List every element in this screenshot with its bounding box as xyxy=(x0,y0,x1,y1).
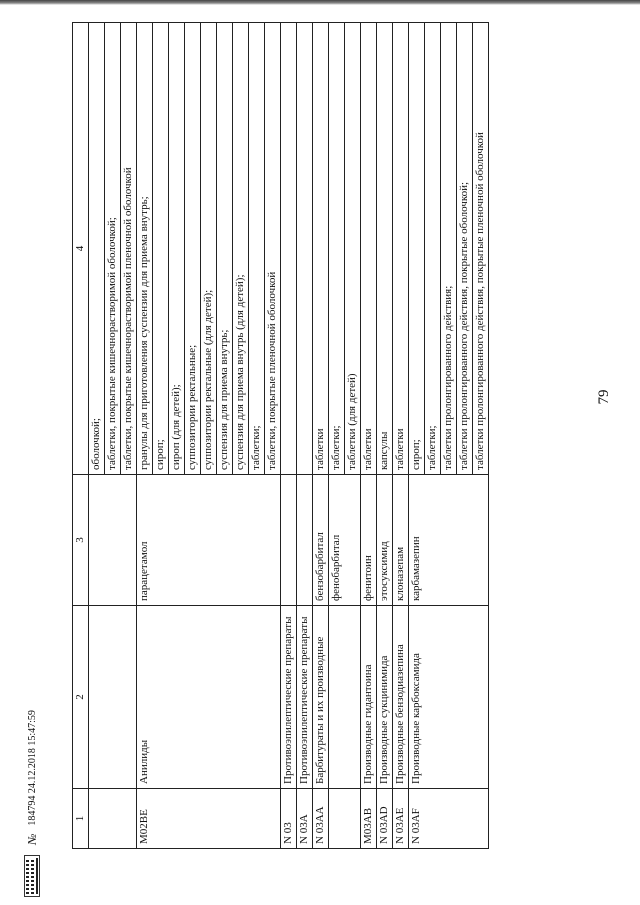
table-row xyxy=(361,23,377,849)
atc-code-cell: N 03AA xyxy=(313,789,329,849)
dosage-form-cell: оболочкой; xyxy=(89,23,105,475)
substance-cell: фенобарбитал xyxy=(329,475,361,606)
dosage-form-cell: капсулы xyxy=(377,23,393,475)
dosage-form-cell: таблетки (для детей) xyxy=(345,23,361,475)
dosage-form-cell: гранулы для приготовления суспензии для приема внутрь; xyxy=(137,23,153,475)
group-name-cell: Анилиды xyxy=(137,606,281,789)
substance-cell: бензобарбитал xyxy=(313,475,329,606)
table-row xyxy=(89,23,105,849)
dosage-form-cell: таблетки; xyxy=(329,23,345,475)
table-row xyxy=(409,23,425,849)
page-number: 79 xyxy=(596,389,612,405)
substance-cell xyxy=(297,475,313,606)
dosage-form-cell: суппозитории ректальные; xyxy=(185,23,201,475)
dosage-form-cell: суспензия для приема внутрь (для детей); xyxy=(233,23,249,475)
column-header: 2 xyxy=(73,606,89,789)
doc-registration: 184794 24.12.2018 15:47:59 xyxy=(26,710,38,826)
doc-number-sign: № xyxy=(24,833,39,845)
group-name-cell xyxy=(329,606,361,789)
dosage-form-cell: таблетки; xyxy=(249,23,265,475)
document-footer xyxy=(20,710,44,897)
atc-code-cell: N 03 xyxy=(281,789,297,849)
group-name-cell xyxy=(89,606,137,789)
substance-cell: карбамазепин xyxy=(409,475,489,606)
atc-code-cell xyxy=(329,789,361,849)
dosage-form-cell: таблетки пролонгированного действия, покрытые оболочкой; xyxy=(457,23,473,475)
dosage-form-cell: сироп; xyxy=(409,23,425,475)
substance-cell: клоназепам xyxy=(393,475,409,606)
atc-code-cell: M02BE xyxy=(137,789,281,849)
substance-cell: фенитоин xyxy=(361,475,377,606)
dosage-form-cell: суппозитории ректальные (для детей); xyxy=(201,23,217,475)
column-header: 3 xyxy=(73,475,89,606)
dosage-form-cell: таблетки; xyxy=(425,23,441,475)
group-name-cell: Производные сукцинимида xyxy=(377,606,393,789)
table-header-row xyxy=(73,23,89,849)
dosage-form-cell: таблетки xyxy=(313,23,329,475)
atc-code-cell: M03AB xyxy=(361,789,377,849)
substance-cell xyxy=(89,475,137,606)
table-row xyxy=(313,23,329,849)
group-name-cell: Барбитураты и их производные xyxy=(313,606,329,789)
table-row xyxy=(393,23,409,849)
group-name-cell: Противоэпилептические препараты xyxy=(297,606,313,789)
dosage-form-cell: таблетки xyxy=(361,23,377,475)
substance-cell: парацетамол xyxy=(137,475,281,606)
column-header: 1 xyxy=(73,789,89,849)
group-name-cell: Производные карбоксамида xyxy=(409,606,489,789)
group-name-cell: Противоэпилептические препараты xyxy=(281,606,297,789)
dosage-form-cell: таблетки, покрытые кишечнорастворимой пленочной оболочкой xyxy=(121,23,137,475)
dosage-form-cell: таблетки xyxy=(393,23,409,475)
atc-code-cell: N 03A xyxy=(297,789,313,849)
drug-table xyxy=(72,22,489,849)
atc-code-cell: N 03AE xyxy=(393,789,409,849)
table-row xyxy=(329,23,345,849)
dosage-form-cell xyxy=(281,23,297,475)
table-row xyxy=(281,23,297,849)
substance-cell xyxy=(281,475,297,606)
dosage-form-cell: сироп (для детей); xyxy=(169,23,185,475)
substance-cell: этосуксимид xyxy=(377,475,393,606)
dosage-form-cell: таблетки, покрытые кишечнорастворимой оболочкой; xyxy=(105,23,121,475)
dosage-form-cell: таблетки пролонгированного действия; xyxy=(441,23,457,475)
table-row xyxy=(297,23,313,849)
column-header: 4 xyxy=(73,23,89,475)
table-row xyxy=(137,23,153,849)
dosage-form-cell: таблетки пролонгированного действия, покрытые пленочной оболочкой xyxy=(473,23,489,475)
atc-code-cell: N 03AF xyxy=(409,789,489,849)
table-row xyxy=(377,23,393,849)
group-name-cell: Производные бензодиазепина xyxy=(393,606,409,789)
dosage-form-cell xyxy=(297,23,313,475)
atc-code-cell xyxy=(89,789,137,849)
dosage-form-cell: сироп; xyxy=(153,23,169,475)
atc-code-cell: N 03AD xyxy=(377,789,393,849)
dosage-form-cell: суспензия для приема внутрь; xyxy=(217,23,233,475)
registry-logo-icon xyxy=(24,855,40,897)
group-name-cell: Производные гидантоина xyxy=(361,606,377,789)
dosage-form-cell: таблетки, покрытые пленочной оболочкой xyxy=(265,23,281,475)
